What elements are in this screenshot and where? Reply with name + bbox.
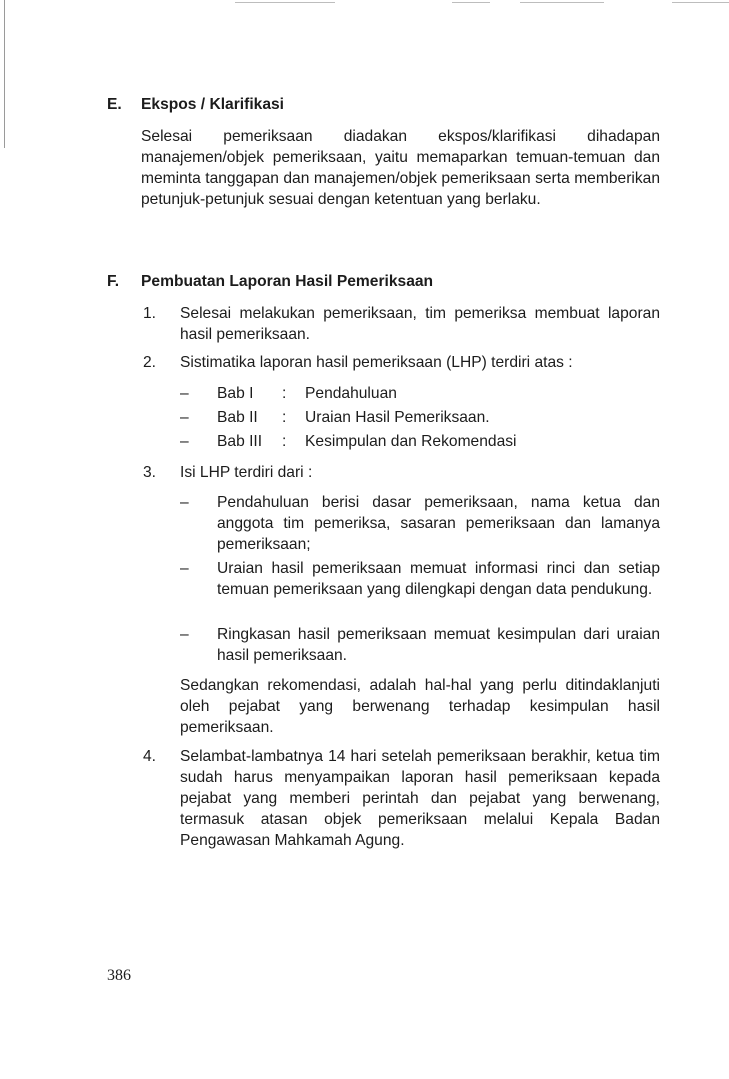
item-2-text: Sistimatika laporan hasil pemeriksaan (LHP) terdiri atas : [180, 354, 573, 371]
page-number: 386 [107, 967, 131, 984]
subitem-text: Pendahuluan berisi dasar pemeriksaan, nama ketua dan anggota tim pemeriksa, sasaran pemeriksaan dan lamanya pemeriksaan; [217, 494, 660, 553]
chapter-title: Kesimpulan dan Rekomendasi [305, 433, 517, 450]
item-3-number: 3. [143, 464, 157, 481]
subitem-text: Ringkasan hasil pemeriksaan memuat kesimpulan dari uraian hasil pemeriksaan. [217, 626, 660, 664]
item-1-number: 1. [143, 305, 157, 322]
item-1-text: Selesai melakukan pemeriksaan, tim pemeriksa membuat laporan hasil pemeriksaan. [180, 305, 660, 343]
chapter-label: Bab I [217, 385, 254, 402]
scan-artifact-line [235, 2, 335, 3]
scan-artifact-line [452, 2, 490, 3]
section-f-letter: F. [107, 273, 120, 290]
section-e-paragraph: Selesai pemeriksaan diadakan ekspos/klarifikasi dihadapan manajemen/objek pemeriksaan, yaitu memaparkan temuan-temuan dan meminta tanggapan dan manajemen/objek pemeriksaan serta memberikan petunjuk-petunjuk sesuai dengan ketentuan yang berlaku. [141, 128, 660, 208]
subitem-dash: – [180, 560, 189, 577]
chapter-dash: – [180, 385, 189, 402]
scan-artifact-line [520, 2, 604, 3]
item-2-number: 2. [143, 354, 157, 371]
chapter-label: Bab II [217, 409, 258, 426]
item-3-closing: Sedangkan rekomendasi, adalah hal-hal yang perlu ditindaklanjuti oleh pejabat yang berwenang terhadap kesimpulan hasil pemeriksaan. [180, 677, 660, 736]
chapter-title: Pendahuluan [305, 385, 397, 402]
item-4-text: Selambat-lambatnya 14 hari setelah pemeriksaan berakhir, ketua tim sudah harus menyampaikan laporan hasil pemeriksaan kepada pejabat yang memberi perintah dan pejabat yang berwenang, termasuk atasan objek pemeriksaan melalui Kepala Badan Pengawasan Mahkamah Agung. [180, 748, 660, 849]
section-e-title: Ekspos / Klarifikasi [141, 96, 285, 113]
subitem-dash: – [180, 494, 189, 511]
section-e-letter: E. [107, 96, 122, 113]
subitem-dash: – [180, 626, 189, 643]
item-3-text: Isi LHP terdiri dari : [180, 464, 313, 481]
chapter-colon: : [282, 433, 287, 450]
page-edge-line [4, 0, 5, 148]
scan-artifact-line [672, 2, 729, 3]
item-4-number: 4. [143, 748, 157, 765]
chapter-colon: : [282, 385, 287, 402]
chapter-dash: – [180, 409, 189, 426]
chapter-colon: : [282, 409, 287, 426]
chapter-dash: – [180, 433, 189, 450]
chapter-label: Bab III [217, 433, 263, 450]
subitem-text: Uraian hasil pemeriksaan memuat informasi rinci dan setiap temuan pemeriksaan yang dilengkapi dengan data pendukung. [217, 560, 660, 598]
section-f-title: Pembuatan Laporan Hasil Pemeriksaan [141, 273, 434, 290]
chapter-title: Uraian Hasil Pemeriksaan. [305, 409, 490, 426]
